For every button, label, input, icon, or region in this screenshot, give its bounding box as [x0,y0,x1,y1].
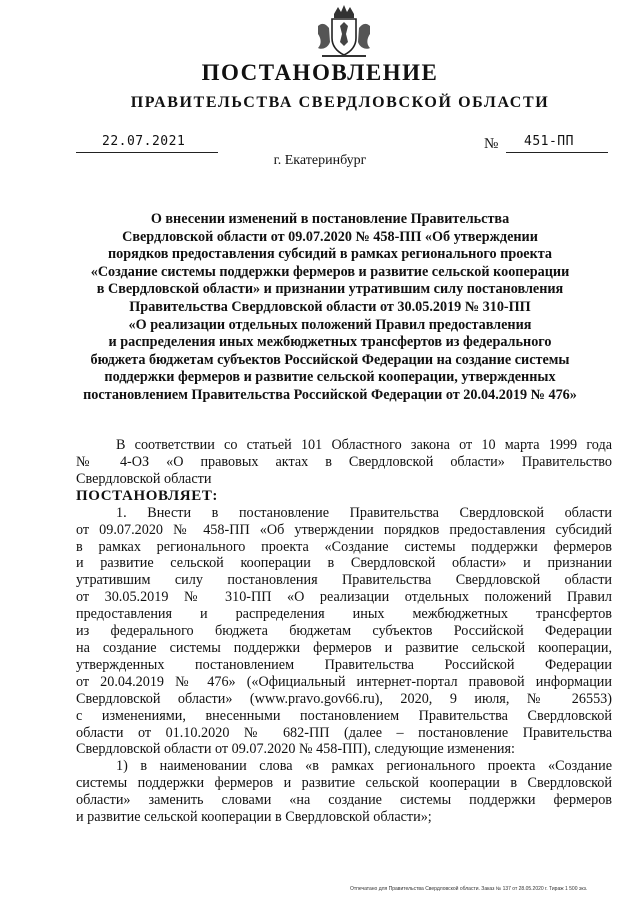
date-field [76,134,218,153]
body-line: области от 01.10.2020 № 682-ПП (далее – постановление Правительства [76,724,612,741]
body-line: 1) в наименовании слова «в рамках регионального проекта «Создание [116,758,612,775]
title-line: О внесении изменений в постановление Правительства [150,211,510,227]
title-line: порядков предоставления субсидий в рамках регионального проекта [107,246,553,263]
title-line: «Создание системы поддержки фермеров и развитие сельской кооперации [90,263,570,280]
body-line: системы поддержки фермеров и развитие сельской кооперации в Свердловской [76,775,612,792]
document-city: г. Екатеринбург [273,153,367,168]
number-label: № [484,136,499,152]
title-line: «О реализации отдельных положений Правил предоставления [128,316,532,333]
title-line: Свердловской области от 09.07.2020 № 458-ПП «Об утверждении [122,228,538,245]
body-line: Свердловской области [76,470,212,487]
body-line: области» заменить словами «на создание системы поддержки фермеров [76,792,612,809]
title-line: бюджета бюджетам субъектов Российской Федерации на создание системы [90,351,570,368]
document-body [76,437,612,826]
document-date: 22.07.2021 [102,134,186,149]
body-line: от 30.05.2019 № 310-ПП «О реализации отдельных положений Правил [76,589,612,606]
body-line: утвержденных постановлением Правительства Российской Федерации [76,656,612,673]
body-line: от 20.04.2019 № 476» («Официальный интернет-портал правовой информации [76,673,612,690]
body-line: в рамках регионального проекта «Создание системы поддержки фермеров [76,538,612,555]
coat-of-arms-icon [312,4,376,62]
body-line: с изменениями, внесенными постановлением Правительства Свердловской [76,707,612,724]
body-line: из федерального бюджета бюджетам субъектов Российской Федерации [76,623,612,640]
title-line: постановлением Правительства Российской Федерации от 20.04.2019 № 476» [83,386,577,403]
body-line: 1. Внести в постановление Правительства Свердловской области [116,504,612,521]
issuing-authority: ПРАВИТЕЛЬСТВА СВЕРДЛОВСКОЙ ОБЛАСТИ [130,94,550,111]
body-line: Свердловской области» (www.pravo.gov66.ru), 2020, 9 июля, № 26553) [76,690,612,707]
body-line: Свердловской области от 09.07.2020 № 458-ПП), следующие изменения: [76,741,515,758]
body-line: на создание системы поддержки фермеров и развитие сельской кооперации, [76,639,612,656]
body-line: утратившим силу постановления Правительства Свердловской области [76,572,612,589]
body-line: предоставления и распределения иных межбюджетных трансфертов [76,606,612,623]
document-type: ПОСТАНОВЛЕНИЕ [201,60,439,85]
body-line: от 09.07.2020 № 458-ПП «Об утверждении порядков предоставления субсидий [76,521,612,538]
document-number: 451-ПП [524,134,574,149]
body-line: В соответствии со статьей 101 Областного закона от 10 марта 1999 года [116,437,612,453]
body-line: и развитие сельской кооперации в Свердловской области»; [76,809,432,826]
title-line: и распределения иных межбюджетных трансфертов из федерального [108,334,552,351]
title-line: поддержки фермеров и развитие сельской кооперации, утвержденных [104,369,556,386]
decree-word: ПОСТАНОВЛЯЕТ: [76,487,219,504]
print-footer: Отпечатано для Правительства Свердловской области. Заказ № 137 от 28.05.2020 г. Тираж 1 500 экз. [350,886,588,892]
number-field [506,134,608,153]
document-title [60,211,600,405]
body-line: и развитие сельской кооперации в Свердловской области» и признании [76,555,612,572]
title-line: Правительства Свердловской области от 30.05.2019 № 310-ПП [129,298,531,315]
body-line: № 4-ОЗ «О правовых актах в Свердловской области» Правительство [76,453,612,470]
title-line: в Свердловской области» и признании утратившим силу постановления [96,281,564,298]
